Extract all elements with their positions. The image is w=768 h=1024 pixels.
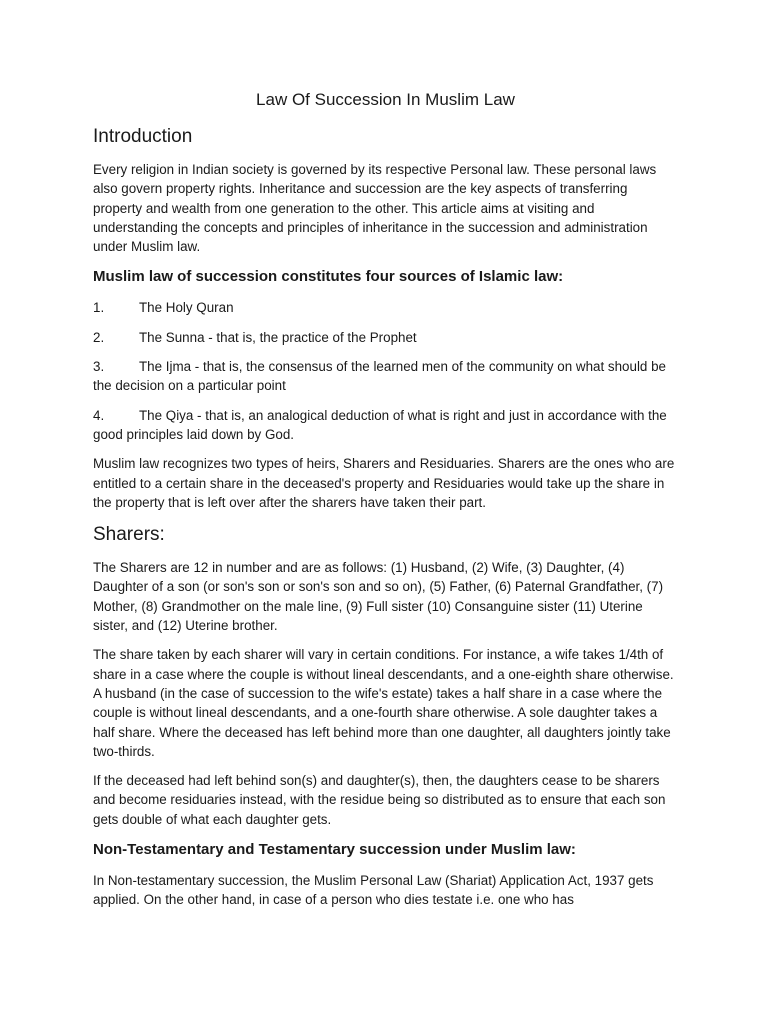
document-title: Law Of Succession In Muslim Law — [256, 90, 515, 109]
source-item-text: The Sunna - that is, the practice of the Prophet — [139, 329, 417, 345]
source-item-number: 4. — [93, 407, 105, 423]
introduction-heading: Introduction — [93, 126, 193, 147]
source-item-text: The Holy Quran — [139, 300, 234, 316]
sharers-list-paragraph: The Sharers are 12 in number and are as follows: (1) Husband, (2) Wife, (3) Daughter, (4) Daughter of a son (or son's son or son's son and so on), (5) Father, (6) Paternal Grandfather, (7) Mother, (8) Grandmother on the male line, (9) Full sister (10) Consanguine sister (11) Uterine sister, and (12) Uterine brother. — [93, 560, 664, 634]
source-item-text: The Qiya - that is, an analogical deduction of what is right and just in accordance with the good principles laid down by God. — [93, 407, 667, 442]
source-item-number: 2. — [93, 329, 105, 345]
document-page — [93, 88, 678, 920]
sharers-share-paragraph: The share taken by each sharer will vary in certain conditions. For instance, a wife takes 1/4th of share in a case where the couple is without lineal descendants, and a one-eighth share otherwise. A husband (in the case of succession to the wife's estate) takes a half share in a case where the couple is without lineal descendants, and a one-fourth share otherwise. A sole daughter takes a half share. Where the deceased has left behind more than one daughter, all daughters jointly take two-thirds. — [93, 647, 674, 759]
source-item-4 — [93, 406, 678, 445]
heirs-paragraph: Muslim law recognizes two types of heirs, Sharers and Residuaries. Sharers are the ones who are entitled to a certain share in the deceased's property and Residuaries would take up the share in the property that is left over after the sharers have taken their part. — [93, 456, 675, 510]
source-item-number: 1. — [93, 300, 105, 316]
sharers-residuary-paragraph: If the deceased had left behind son(s) and daughter(s), then, the daughters cease to be sharers and become residuaries instead, with the residue being so distributed as to ensure that each son gets double of what each daughter gets. — [93, 773, 666, 827]
succession-paragraph: In Non-testamentary succession, the Muslim Personal Law (Shariat) Application Act, 1937 gets applied. On the other hand, in case of a person who dies testate i.e. one who has — [93, 873, 654, 908]
source-item-1 — [93, 298, 678, 317]
introduction-paragraph: Every religion in Indian society is governed by its respective Personal law. These personal laws also govern property rights. Inheritance and succession are the key aspects of transferring property and wealth from one generation to the other. This article aims at visiting and understanding the concepts and principles of inheritance in the succession and administration under Muslim law. — [93, 162, 657, 255]
succession-heading: Non-Testamentary and Testamentary succession under Muslim law: — [93, 841, 576, 859]
source-item-3 — [93, 357, 678, 396]
sources-heading: Muslim law of succession constitutes four sources of Islamic law: — [93, 268, 564, 286]
source-item-number: 3. — [93, 359, 105, 375]
source-item-2 — [93, 328, 678, 347]
sharers-heading: Sharers: — [93, 524, 165, 546]
source-item-text: The Ijma - that is, the consensus of the learned men of the community on what should be the decision on a particular point — [93, 359, 666, 394]
